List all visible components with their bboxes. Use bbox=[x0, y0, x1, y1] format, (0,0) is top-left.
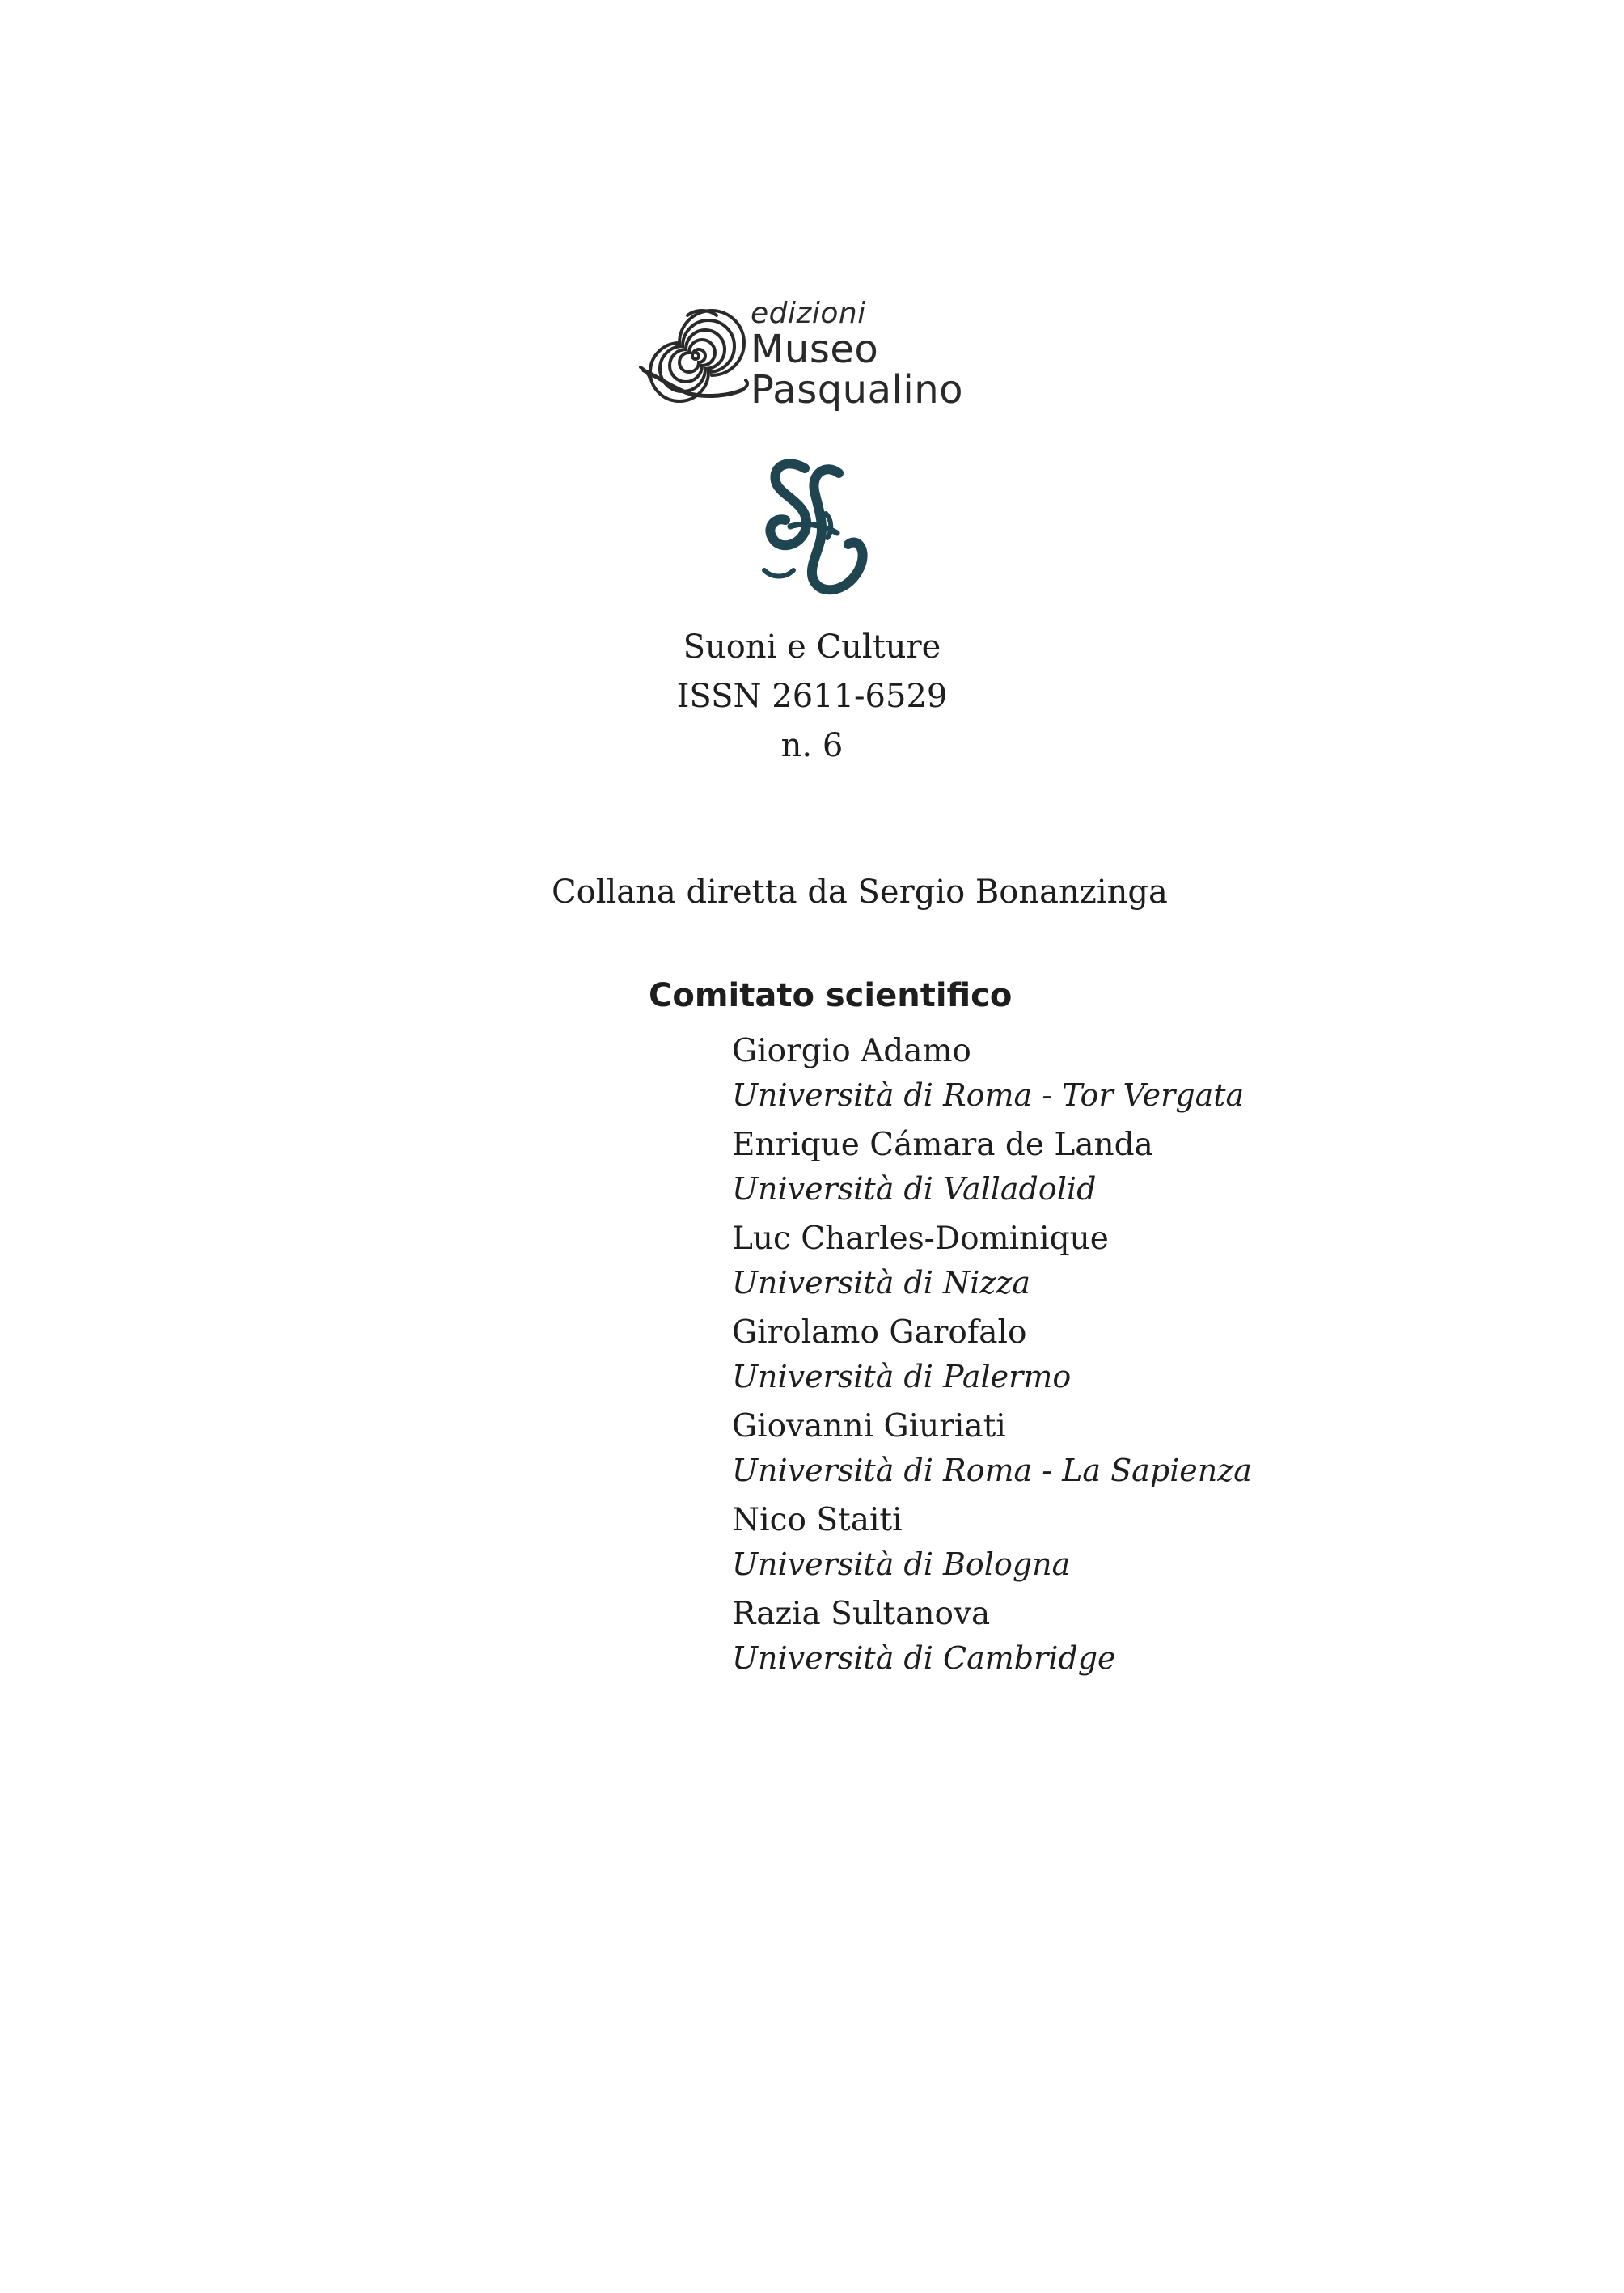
spiral-snail-logo-icon bbox=[639, 306, 752, 407]
member-affiliation: Università di Roma - Tor Vergata bbox=[732, 1077, 1245, 1113]
series-info bbox=[0, 623, 1624, 771]
member-name: Razia Sultanova bbox=[732, 1596, 991, 1632]
committee-member bbox=[732, 1405, 1252, 1499]
publisher-line-edizioni: edizioni bbox=[751, 297, 866, 330]
member-affiliation: Università di Bologna bbox=[732, 1546, 1071, 1582]
member-affiliation: Università di Roma - La Sapienza bbox=[732, 1453, 1252, 1488]
sc-monogram-icon bbox=[748, 457, 878, 599]
committee-title: Comitato scientifico bbox=[649, 977, 1013, 1014]
series-issn: ISSN 2611-6529 bbox=[676, 678, 948, 715]
committee-member bbox=[732, 1030, 1252, 1123]
member-affiliation: Università di Palermo bbox=[732, 1359, 1072, 1394]
series-name: Suoni e Culture bbox=[683, 628, 941, 666]
member-name: Enrique Cámara de Landa bbox=[732, 1127, 1153, 1163]
member-name: Nico Staiti bbox=[732, 1502, 903, 1538]
series-director: Collana diretta da Sergio Bonanzinga bbox=[552, 874, 1168, 911]
committee-member bbox=[732, 1499, 1252, 1593]
member-affiliation: Università di Nizza bbox=[732, 1265, 1031, 1301]
publisher-line-pasqualino: Pasqualino bbox=[751, 367, 963, 412]
committee-list bbox=[732, 1030, 1252, 1686]
series-number: n. 6 bbox=[780, 727, 844, 764]
committee-member bbox=[732, 1593, 1252, 1686]
member-name: Giorgio Adamo bbox=[732, 1033, 971, 1069]
publisher-logo bbox=[639, 299, 995, 412]
publisher-name bbox=[751, 297, 963, 412]
committee-member bbox=[732, 1311, 1252, 1405]
committee-member bbox=[732, 1217, 1252, 1311]
member-affiliation: Università di Valladolid bbox=[732, 1171, 1097, 1207]
member-affiliation: Università di Cambridge bbox=[732, 1640, 1116, 1676]
member-name: Girolamo Garofalo bbox=[732, 1314, 1027, 1351]
publisher-line-museo: Museo bbox=[751, 327, 879, 372]
committee-member bbox=[732, 1123, 1252, 1217]
member-name: Luc Charles-Dominique bbox=[732, 1221, 1109, 1257]
member-name: Giovanni Giuriati bbox=[732, 1408, 1006, 1445]
